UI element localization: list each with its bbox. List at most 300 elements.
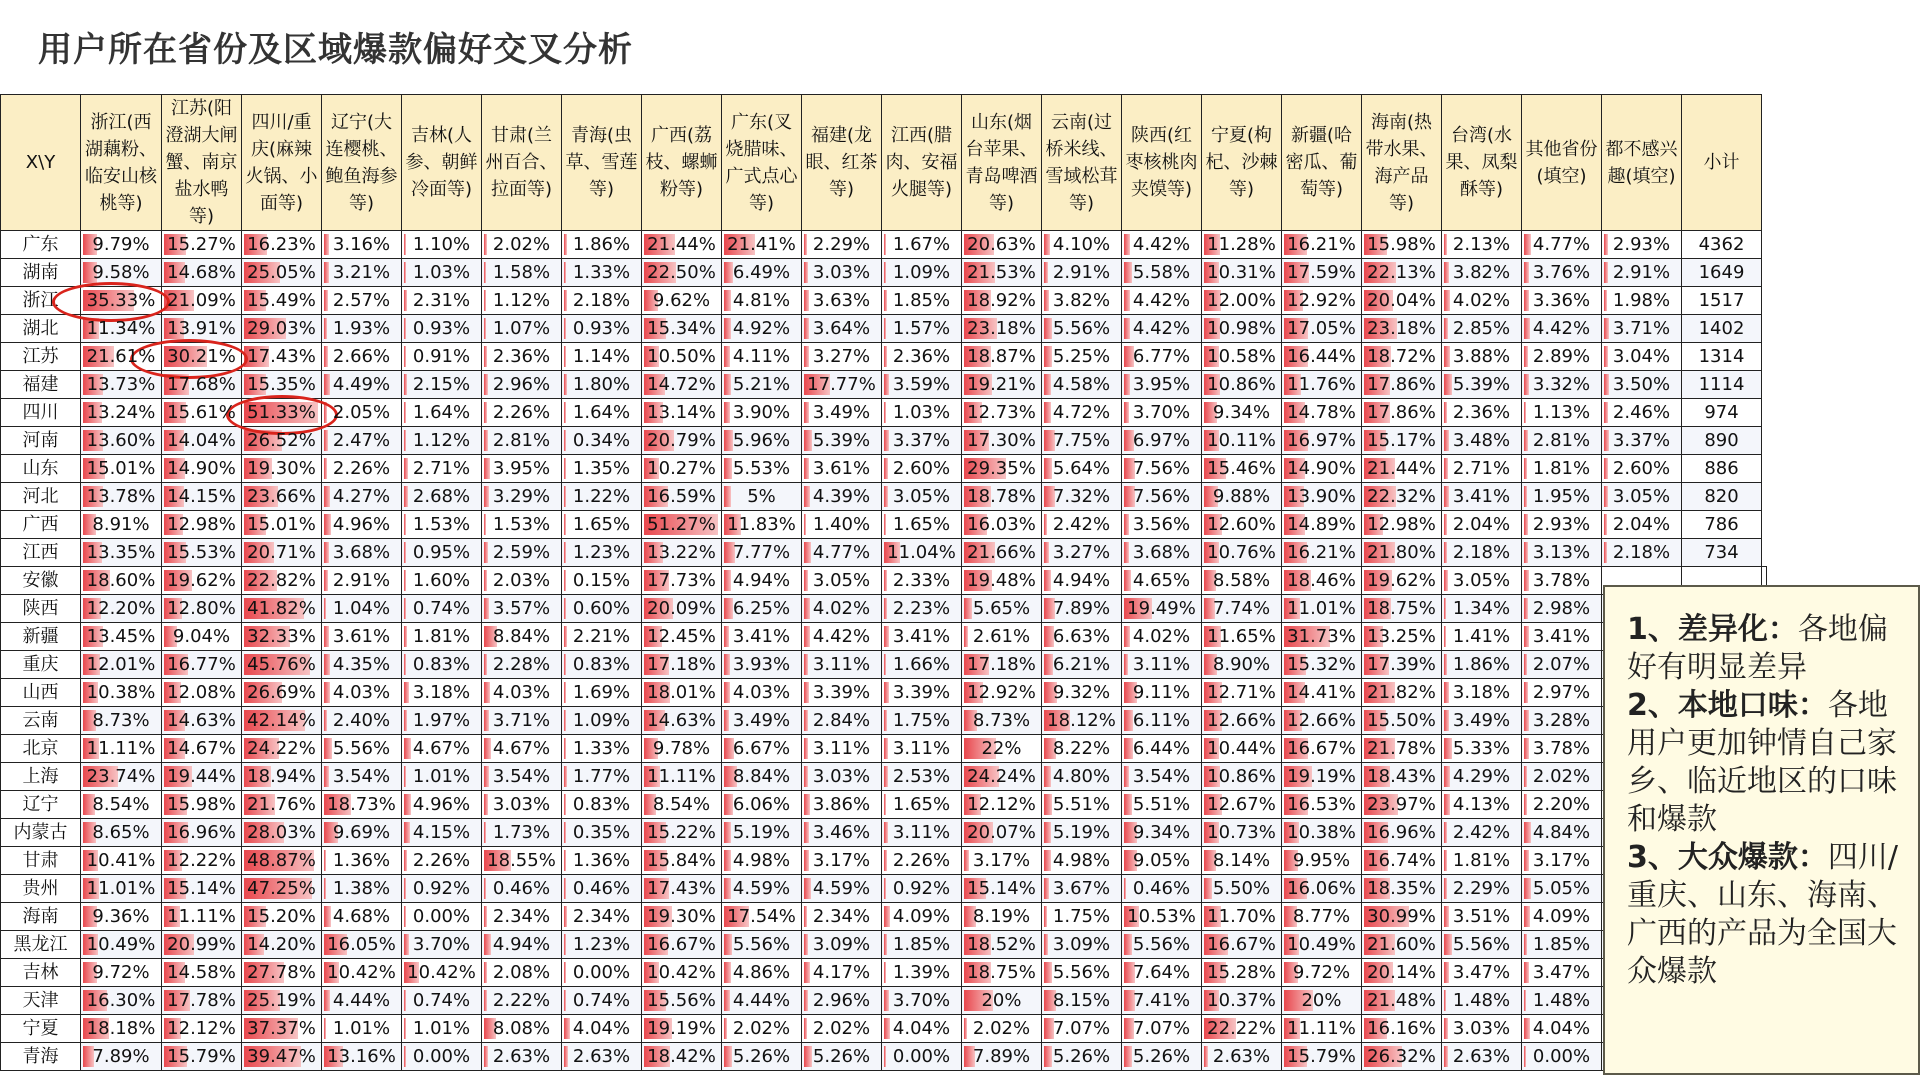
value-cell [402,875,482,903]
column-header: 广东(叉烧腊味、广式点心等) [722,95,802,231]
value-cell [562,987,642,1015]
value-cell [1442,595,1522,623]
value-text: 28.03% [247,822,316,843]
province-cell: 天津 [1,987,81,1015]
value-cell [1202,903,1282,931]
data-bar [724,430,733,451]
column-header: 海南(热带水果、海产品等) [1362,95,1442,231]
value-cell [722,399,802,427]
value-cell [1042,819,1122,847]
value-cell [402,315,482,343]
data-bar [324,654,330,675]
province-cell: 甘肃 [1,847,81,875]
value-cell [1442,399,1522,427]
value-cell [1442,539,1522,567]
value-text: 10.44% [1207,738,1276,759]
value-cell [562,511,642,539]
data-bar [804,570,808,591]
value-text: 18.60% [86,570,156,591]
value-text: 35.33% [86,290,156,311]
value-cell [882,343,962,371]
value-cell [242,315,322,343]
value-text: 16.96% [1367,822,1436,843]
data-bar [804,458,809,479]
value-text: 15.01% [86,458,156,479]
value-cell [882,595,962,623]
value-cell [1122,791,1202,819]
value-cell [962,791,1042,819]
value-cell [81,315,162,343]
value-text: 5.65% [972,598,1031,619]
value-cell [81,847,162,875]
value-text: 0.00% [892,1046,951,1067]
value-cell [1522,343,1602,371]
value-cell [322,875,402,903]
table-row [1,931,1767,959]
value-text: 6.44% [1132,738,1191,759]
value-cell [322,791,402,819]
value-text: 15.79% [1287,1046,1356,1067]
table-row [1,847,1767,875]
value-text: 8.15% [1052,990,1111,1011]
value-text: 17.77% [807,374,876,395]
value-text: 1.33% [572,738,631,759]
data-bar [724,1046,732,1067]
data-bar [884,514,886,535]
value-text: 1.53% [492,514,551,535]
value-cell [802,903,882,931]
value-text: 8.19% [972,906,1031,927]
column-header: 山东(烟台苹果、青岛啤酒等) [962,95,1042,231]
value-cell [1202,1043,1282,1071]
value-cell [1362,903,1442,931]
value-text: 24.24% [967,766,1036,787]
value-cell [1602,483,1682,511]
value-cell [802,959,882,987]
value-text: 11.28% [1207,234,1276,255]
value-text: 5.26% [812,1046,871,1067]
table-row [1,567,1767,595]
value-text: 15.32% [1287,654,1356,675]
value-cell [1362,567,1442,595]
value-text: 9.11% [1132,682,1191,703]
value-cell [562,231,642,259]
province-cell: 湖北 [1,315,81,343]
value-cell [882,819,962,847]
data-bar [884,458,888,479]
data-bar [484,878,486,899]
value-text: 12.67% [1207,794,1276,815]
value-text: 11.70% [1207,906,1276,927]
value-cell [1522,735,1602,763]
value-text: 4.59% [812,878,871,899]
value-text: 2.93% [1612,234,1671,255]
value-text: 2.46% [1612,402,1671,423]
data-bar [404,486,408,507]
data-bar [564,1046,568,1067]
data-bar [884,402,886,423]
data-bar [804,514,806,535]
value-cell [642,455,722,483]
data-bar [404,430,406,451]
value-text: 2.89% [1532,346,1591,367]
value-cell [722,1043,802,1071]
value-text: 17.68% [167,374,236,395]
value-cell [882,875,962,903]
value-text: 9.04% [172,626,231,647]
value-cell [242,427,322,455]
value-cell [722,987,802,1015]
value-cell [1042,1043,1122,1071]
value-cell [1442,259,1522,287]
data-bar [1604,234,1608,255]
value-cell [562,959,642,987]
value-text: 3.29% [492,486,551,507]
data-bar [1524,486,1527,507]
value-cell [962,847,1042,875]
value-text: 2.31% [412,290,471,311]
value-cell [722,427,802,455]
value-text: 3.32% [1532,374,1591,395]
value-text: 3.13% [1532,542,1591,563]
data-bar [884,318,886,339]
value-cell [962,959,1042,987]
value-cell [162,1043,242,1071]
value-text: 1.98% [1612,290,1671,311]
value-text: 10.38% [86,682,156,703]
table-row [1,511,1767,539]
value-text: 3.05% [812,570,871,591]
table-row [1,343,1767,371]
value-cell [402,819,482,847]
value-cell [482,707,562,735]
value-cell [962,679,1042,707]
value-text: 2.40% [332,710,391,731]
value-text: 3.03% [492,794,551,815]
value-cell [722,259,802,287]
value-text: 6.21% [1052,654,1111,675]
data-bar [884,570,887,591]
data-bar [1604,486,1608,507]
data-bar [484,962,487,983]
value-cell [562,1043,642,1071]
value-text: 2.34% [492,906,551,927]
value-cell [482,959,562,987]
data-bar [324,878,326,899]
value-cell [242,875,322,903]
data-bar [324,850,326,871]
value-text: 2.85% [1452,318,1511,339]
value-text: 4.09% [892,906,951,927]
data-bar [404,290,407,311]
data-bar [564,822,566,843]
data-bar [324,990,330,1011]
value-cell [242,483,322,511]
total-cell: 1649 [1682,259,1762,287]
value-text: 11.65% [1207,626,1276,647]
value-text: 10.42% [407,962,476,983]
value-cell [1282,259,1362,287]
value-cell [562,707,642,735]
value-cell [1442,763,1522,791]
data-bar [1124,794,1132,815]
value-text: 15.56% [647,990,716,1011]
value-text: 21.41% [727,234,796,255]
value-text: 3.78% [1532,738,1591,759]
data-bar [564,850,566,871]
value-text: 5.53% [732,458,791,479]
data-bar [724,878,731,899]
total-cell: 1517 [1682,287,1762,315]
value-text: 3.03% [1452,1018,1511,1039]
value-text: 1.48% [1532,990,1591,1011]
value-cell [1282,847,1362,875]
value-cell [1122,315,1202,343]
value-text: 19.48% [967,570,1036,591]
value-cell [81,735,162,763]
value-text: 3.71% [492,710,551,731]
value-text: 5.26% [732,1046,791,1067]
value-text: 2.18% [1612,542,1671,563]
table-row [1,623,1767,651]
value-cell [1362,231,1442,259]
value-text: 4.27% [332,486,391,507]
value-text: 1.86% [1452,654,1511,675]
value-cell [1522,931,1602,959]
province-cell: 河北 [1,483,81,511]
value-cell [562,791,642,819]
table-header-row [1,95,1767,231]
value-cell [642,847,722,875]
table-row [1,707,1767,735]
data-bar [964,1018,967,1039]
data-bar [884,738,888,759]
value-cell [1522,623,1602,651]
data-bar [484,486,489,507]
value-text: 1.81% [412,626,471,647]
value-cell [1362,595,1442,623]
value-cell [242,1043,322,1071]
value-text: 0.34% [572,430,631,451]
value-text: 17.39% [1367,654,1436,675]
data-bar [1524,234,1531,255]
value-text: 9.05% [1132,850,1191,871]
column-header: 广西(荔枝、螺蛳粉等) [642,95,722,231]
value-text: 5.26% [1052,1046,1111,1067]
value-text: 16.77% [167,654,236,675]
data-bar [724,346,730,367]
value-text: 4.77% [812,542,871,563]
value-text: 30.99% [1367,906,1436,927]
value-text: 4.03% [732,682,791,703]
table-row [1,651,1767,679]
value-cell [882,1015,962,1043]
data-bar [324,766,329,787]
value-cell [562,623,642,651]
value-text: 3.09% [812,934,871,955]
value-text: 1.09% [892,262,951,283]
value-text: 2.33% [892,570,951,591]
data-bar [564,682,566,703]
value-cell [402,987,482,1015]
value-text: 1.36% [332,850,391,871]
data-bar [884,710,887,731]
value-text: 2.03% [492,570,551,591]
value-cell [642,1043,722,1071]
data-bar [1044,934,1048,955]
value-cell [562,567,642,595]
value-cell [242,903,322,931]
value-cell [1362,791,1442,819]
data-bar [1524,1018,1530,1039]
value-cell [1602,511,1682,539]
value-cell [322,455,402,483]
value-text: 16.30% [86,990,156,1011]
page-title: 用户所在省份及区域爆款偏好交叉分析 [38,30,633,70]
value-text: 18.78% [967,486,1036,507]
value-text: 2.63% [1452,1046,1511,1067]
value-text: 3.41% [1452,486,1511,507]
data-bar [1524,766,1527,787]
data-bar [724,682,730,703]
value-text: 5.05% [1532,878,1591,899]
value-cell [722,763,802,791]
value-cell [802,371,882,399]
value-text: 8.73% [972,710,1031,731]
value-cell [1202,511,1282,539]
data-bar [1044,962,1052,983]
value-text: 19.49% [1127,598,1196,619]
value-cell [1522,791,1602,819]
value-cell [322,707,402,735]
value-cell [81,1015,162,1043]
data-bar [1044,794,1052,815]
value-cell [802,483,882,511]
value-text: 2.36% [892,346,951,367]
value-text: 4.10% [1052,234,1111,255]
province-cell: 海南 [1,903,81,931]
value-cell [1042,791,1122,819]
value-text: 5.56% [1452,934,1511,955]
value-text: 4.03% [492,682,551,703]
column-header: 江苏(阳澄湖大闸蟹、南京盐水鸭等) [162,95,242,231]
value-cell [962,595,1042,623]
value-cell [81,623,162,651]
value-cell [482,483,562,511]
value-text: 2.28% [492,654,551,675]
data-bar [884,1018,890,1039]
value-text: 7.64% [1132,962,1191,983]
value-cell [1042,651,1122,679]
value-text: 13.91% [167,318,236,339]
value-cell [1042,707,1122,735]
value-text: 10.41% [86,850,156,871]
data-bar [1444,290,1450,311]
value-cell [402,959,482,987]
value-text: 1.75% [892,710,951,731]
column-header: 青海(虫草、雪莲等) [562,95,642,231]
data-bar [1044,654,1053,675]
value-cell [162,343,242,371]
value-cell [1042,259,1122,287]
value-cell [1042,987,1122,1015]
value-text: 15.79% [167,1046,236,1067]
value-cell [482,399,562,427]
value-cell [882,707,962,735]
value-text: 0.93% [572,318,631,339]
value-text: 3.11% [1132,654,1191,675]
value-cell [882,371,962,399]
value-text: 14.41% [1287,682,1356,703]
data-bar [404,1018,406,1039]
table-row [1,819,1767,847]
data-bar [1444,1046,1448,1067]
value-text: 21.80% [1367,542,1436,563]
data-bar [484,990,487,1011]
value-text: 6.63% [1052,626,1111,647]
value-cell [1122,1015,1202,1043]
data-bar [404,878,406,899]
value-text: 3.11% [892,738,951,759]
data-bar [564,878,566,899]
table-row [1,763,1767,791]
value-text: 5.56% [732,934,791,955]
data-bar [1604,262,1608,283]
data-bar [804,794,810,815]
data-bar [484,458,490,479]
data-bar [1444,878,1447,899]
value-cell [1442,847,1522,875]
data-bar [804,290,809,311]
value-text: 26.32% [1367,1046,1436,1067]
value-cell [1442,987,1522,1015]
value-text: 2.63% [1212,1046,1271,1067]
value-cell [962,819,1042,847]
value-cell [1442,651,1522,679]
value-cell [1442,1043,1522,1071]
value-text: 10.53% [1127,906,1196,927]
data-bar [404,766,406,787]
value-cell [482,623,562,651]
data-bar [1444,962,1449,983]
value-cell [162,511,242,539]
value-text: 4.35% [332,654,391,675]
value-cell [81,427,162,455]
value-text: 19.21% [967,374,1036,395]
value-text: 1.81% [1532,458,1591,479]
value-text: 4.42% [812,626,871,647]
value-text: 5.64% [1052,458,1111,479]
value-text: 27.78% [247,962,316,983]
data-bar [1444,430,1449,451]
value-text: 12.22% [167,850,236,871]
value-text: 13.35% [86,542,156,563]
value-cell [482,455,562,483]
data-bar [484,402,487,423]
value-cell [81,371,162,399]
data-bar [324,346,328,367]
value-text: 2.81% [1532,430,1591,451]
value-cell [642,875,722,903]
value-cell [562,847,642,875]
value-cell [642,931,722,959]
value-cell [322,343,402,371]
data-bar [884,850,887,871]
value-text: 18.92% [967,290,1036,311]
value-cell [962,931,1042,959]
value-cell [722,875,802,903]
value-cell [1202,819,1282,847]
